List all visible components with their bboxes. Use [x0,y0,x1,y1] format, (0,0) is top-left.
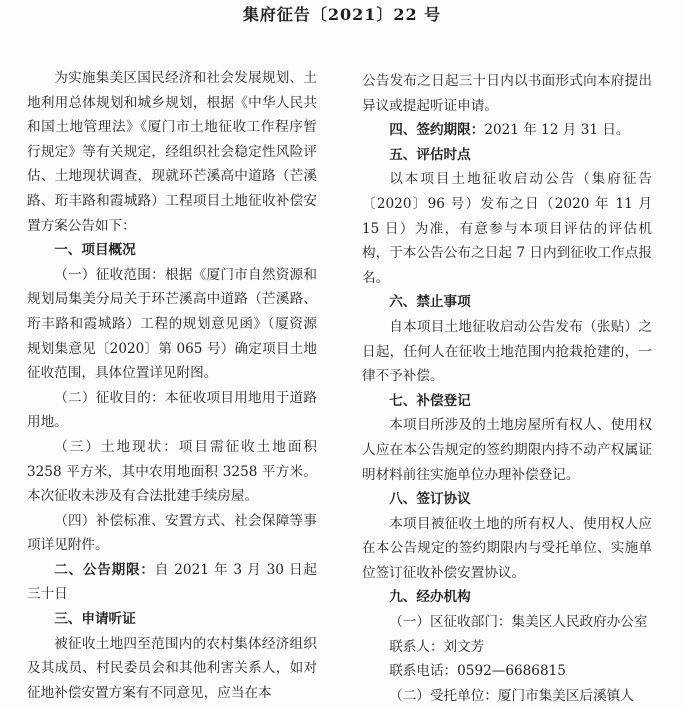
section-notice-period [27,558,317,607]
section-heading-registration: 七、补偿登记 [389,392,471,409]
section-heading-agencies: 九、经办机构 [389,589,471,606]
signing-period-text: 2021 年 12 月 31 日。 [484,122,630,139]
right-column [362,69,652,708]
section-heading-prohibitions: 六、禁止事项 [389,294,471,311]
paragraph-hearing: 被征收土地四至范围内的农村集体经济组织及其成员、村民委员会和其他利害关系人，如对征地补偿安置方案有不同意见，应当在本 [27,635,317,701]
paragraph-compensation: （四）补偿标准、安置方式、社会保障等事项详见附件。 [27,512,317,554]
paragraph-agreement: 本项目被征收土地的所有权人、使用权人应在本公告规定的签约期限内与受托单位、实施单位签订征收补偿安置协议。 [362,515,652,581]
section-heading-overview: 一、项目概况 [54,242,136,259]
paragraph-prohibitions: 自本项目土地征收启动公告发布（张贴）之日起，任何人在征收土地范围内抢栽抢建的，一律不予补偿。 [362,318,652,385]
notice-period-text: 自 2021 年 3 月 30 日起三十日 [27,561,318,603]
paragraph-purpose: （二）征收目的：本征收项目用地用于道路用地。 [27,389,317,431]
section-heading-hearing: 三、申请听证 [54,611,136,628]
paragraph-hearing-continued: 公告发布之日起三十日内以书面形式向本府提出异议或提起听证申请。 [362,73,652,114]
intro-paragraph: 为实施集美区国民经济和社会发展规划、土地利用总体规划和城乡规划，根据《中华人民共和国土地管理法》《厦门市土地征收工作程序暂行规定》等有关规定，经组织社会稳定性风险评估、土地现状调查，现就环芒溪高中道路（芒溪路、珩丰路和霞城路）工程项目土地征收补偿安置方案公告如下： [27,70,317,234]
paragraph-contact-person: 联系人：刘文芳 [389,638,485,655]
section-heading-signing-period: 四、签约期限： [389,122,485,139]
section-heading-agreement: 八、签订协议 [389,491,471,508]
paragraph-agency-department: （一）区征收部门：集美区人民政府办公室 [389,614,648,631]
paragraph-contact-phone: 联系电话：0592—6686815 [389,663,566,680]
section-heading-appraisal: 五、评估时点 [389,146,471,163]
left-column [27,66,317,705]
paragraph-appraisal: 以本项目土地征收启动公告（集府征告〔2020〕96 号）发布之日（2020 年 11 月 15 日）为准，有意参与本项目评估的评估机构，于本公告公布之日起 7 日内到征收工作点报名。 [362,171,652,286]
section-heading-notice-period: 二、公告期限： [54,561,155,578]
paragraph-scope: （一）征收范围：根据《厦门市自然资源和规划局集美分局关于环芒溪高中道路（芒溪路、珩丰路和霞城路）工程的规划意见函》（厦资源规划集意见〔2020〕第 065 号）确定项目土地征收范围，具体位置详见附图。 [27,266,317,382]
paragraph-land-status: （三）土地现状：项目需征收土地面积 3258 平方米，其中农用地面积 3258 平方米。本次征收未涉及有合法批建手续房屋。 [27,438,317,505]
section-signing-period [362,118,652,143]
paragraph-entrusted-unit: （二）受托单位：厦门市集美区后溪镇人 [389,687,634,704]
paragraph-registration: 本项目所涉及的土地房屋所有权人、使用权人应在本公告规定的签约期限内持不动产权属证明材料前往实施单位办理补偿登记。 [362,417,652,483]
document-title: 集府征告〔2021〕22 号 [242,5,442,24]
